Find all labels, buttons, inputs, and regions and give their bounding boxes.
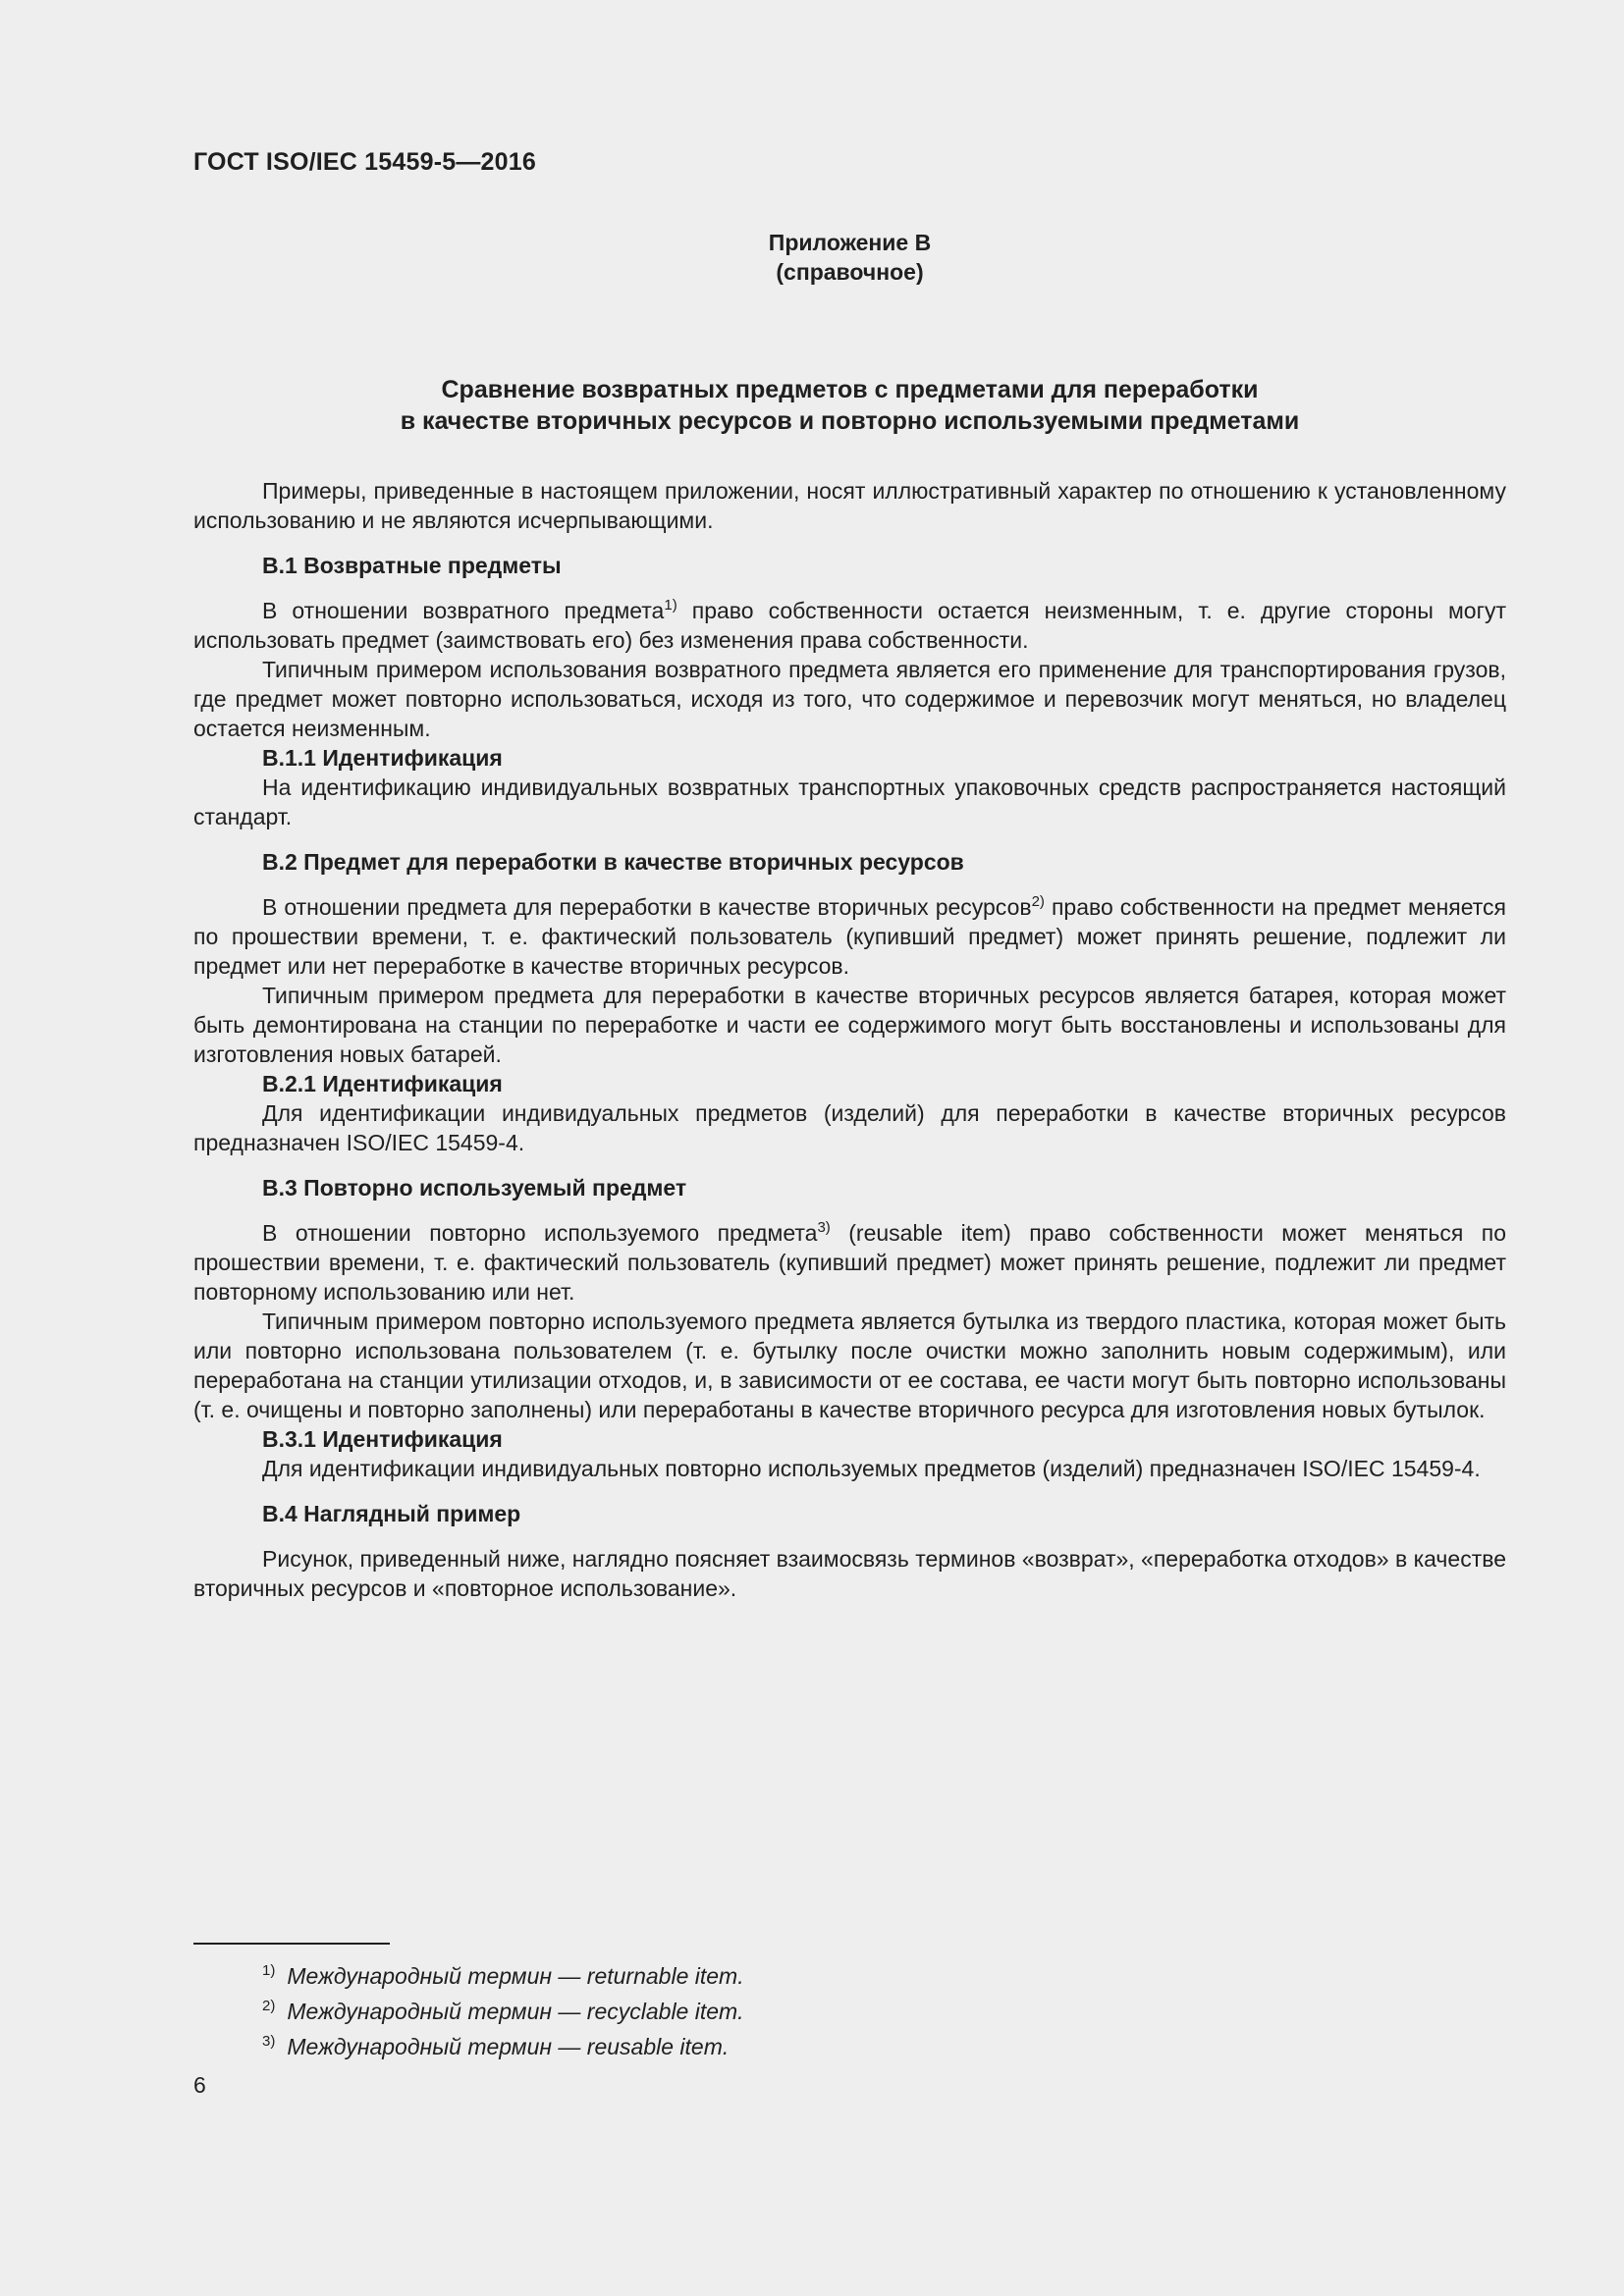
section-b11-heading: В.1.1 Идентификация — [262, 745, 503, 771]
section-b2-paragraph-2: Типичным примером предмета для переработки в качестве вторичных ресурсов является батарея, которая может быть демонтирована на станции по переработке и части ее содержимого могут быть восстановлены и использованы для изготовления новых батарей. — [193, 983, 1506, 1067]
footnote-text: Международный термин — reusable item. — [287, 2034, 730, 2059]
section-b21-paragraph: Для идентификации индивидуальных предметов (изделий) для переработки в качестве вторичных ресурсов предназначен ISO/IEC 15459-4. — [193, 1100, 1506, 1155]
document-header: ГОСТ ISO/IEC 15459-5—2016 — [193, 148, 536, 176]
footnote-ref-2: 2) — [1031, 893, 1045, 910]
section-b1-paragraph-2: Типичным примером использования возвратного предмета является его применение для транспортирования грузов, где предмет может повторно использоваться, исходя из того, что содержимое и перевозчик могут меняться, но владелец остается неизменным. — [193, 657, 1506, 741]
annex-heading — [193, 228, 1506, 287]
footnote-ref-3: 3) — [817, 1219, 831, 1236]
section-b1-paragraph-1: В отношении возвратного предмета$^{1)}$ право собственности остается неизменным, т. е. другие стороны могут использовать предмет (заимствовать его) без изменения права собственности. — [193, 597, 1506, 653]
footnote-2 — [262, 1994, 744, 2029]
section-b3-paragraph-1: В отношении повторно используемого предмета$^{3)}$ (reusable item) право собственности может меняться по прошествии времени, т. е. фактический пользователь (купивший предмет) может принять решение, подлежит ли предмет повторному использованию или нет. — [193, 1219, 1506, 1305]
section-b2-heading: В.2 Предмет для переработки в качестве вторичных ресурсов — [262, 849, 964, 875]
section-b11-paragraph: На идентификацию индивидуальных возвратных транспортных упаковочных средств распространяется настоящий стандарт. — [193, 774, 1506, 829]
section-b3-paragraph-2: Типичным примером повторно используемого предмета является бутылка из твердого пластика, которая может быть или повторно использована пользователем (т. е. бутылку после очистки можно заполнить новым содержимым), или переработана на станции утилизации отходов, и, в зависимости от ее состава, ее части могут быть повторно использованы (т. е. очищены и повторно заполнены) или переработаны в качестве вторичного ресурса для изготовления новых бутылок. — [193, 1308, 1506, 1422]
page-number: 6 — [193, 2072, 206, 2098]
annex-title-block — [193, 374, 1506, 437]
footnote-ref-1: 1) — [664, 597, 677, 614]
section-b31-paragraph: Для идентификации индивидуальных повторно используемых предметов (изделий) предназначен ISO/IEC 15459-4. — [262, 1456, 1481, 1481]
section-b31-heading: В.3.1 Идентификация — [262, 1426, 503, 1452]
section-b4-paragraph: Рисунок, приведенный ниже, наглядно поясняет взаимосвязь терминов «возврат», «переработка отходов» в качестве вторичных ресурсов и «повторное использование». — [193, 1546, 1506, 1601]
section-b4-heading: В.4 Наглядный пример — [262, 1501, 521, 1526]
annex-title: Приложение В — [768, 230, 932, 255]
footnote-separator — [193, 1943, 390, 1945]
section-b1-heading: В.1 Возвратные предметы — [262, 553, 562, 578]
footnote-text: Международный термин — recyclable item. — [287, 1999, 744, 2024]
footnote-mark: 1) — [262, 1962, 276, 1979]
section-b21-heading: В.2.1 Идентификация — [262, 1071, 503, 1096]
title-line-2: в качестве вторичных ресурсов и повторно используемыми предметами — [400, 407, 1300, 435]
document-body — [193, 476, 1506, 1603]
section-b3-heading: В.3 Повторно используемый предмет — [262, 1175, 687, 1201]
footnote-mark: 2) — [262, 1998, 276, 2014]
footnote-mark: 3) — [262, 2033, 276, 2050]
annex-status: (справочное) — [776, 259, 924, 285]
title-line-1: Сравнение возвратных предметов с предметами для переработки — [441, 376, 1259, 403]
footnote-1 — [262, 1958, 744, 1994]
intro-paragraph: Примеры, приведенные в настоящем приложении, носят иллюстративный характер по отношению к установленному использованию и не являются исчерпывающими. — [193, 478, 1506, 533]
footnotes — [262, 1958, 744, 2064]
section-b2-paragraph-1: В отношении предмета для переработки в качестве вторичных ресурсов$^{2)}$ право собственности на предмет меняется по прошествии времени, т. е. фактический пользователь (купивший предмет) может принять решение, подлежит ли предмет или нет переработке в качестве вторичных ресурсов. — [193, 893, 1506, 979]
footnote-3 — [262, 2029, 744, 2064]
footnote-text: Международный термин — returnable item. — [287, 1963, 744, 1989]
